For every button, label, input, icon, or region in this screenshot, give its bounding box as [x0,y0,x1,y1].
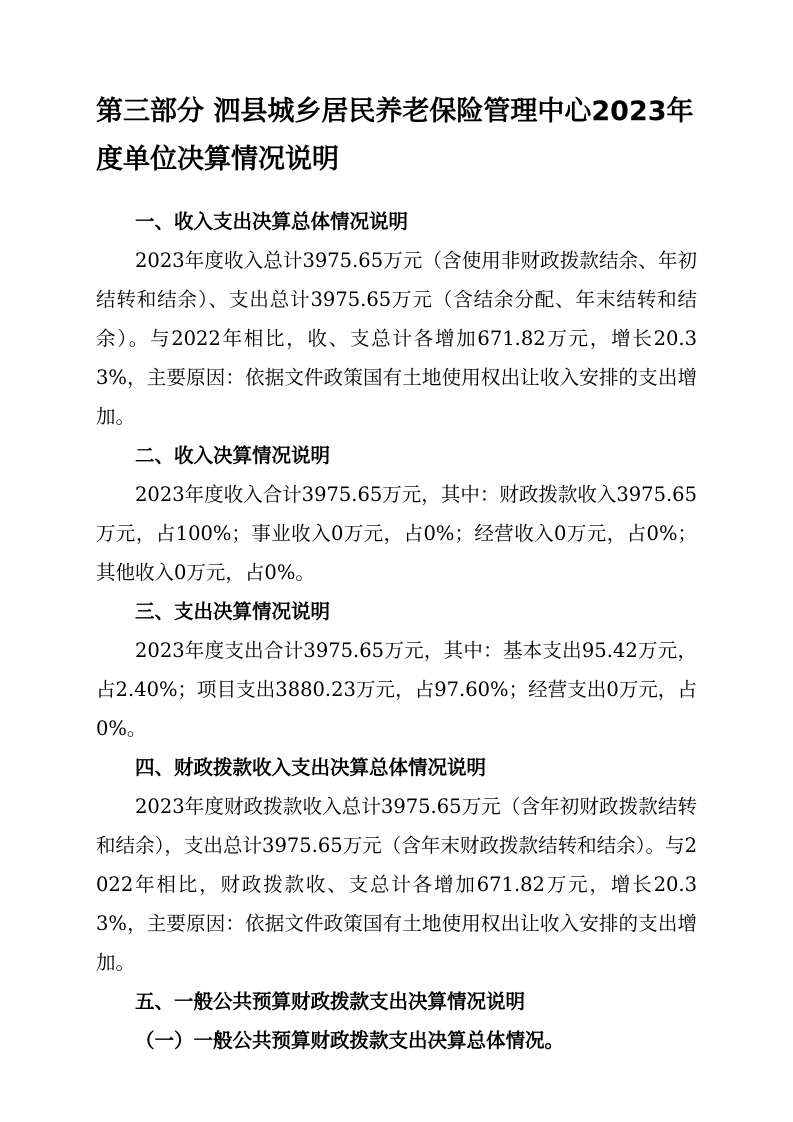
sub-heading-5-1: （一）一般公共预算财政拨款支出决算总体情况。 [135,1029,565,1052]
section-paragraph-2: 2023年度收入合计3975.65万元，其中：财政拨款收入3975.65万元，占100%；事业收入0万元，占0%；经营收入0万元，占0%；其他收入0万元，占0%。 [96,483,697,584]
section-heading-1: 一、收入支出决算总体情况说明 [135,210,409,233]
section-heading-3: 三、支出决算情况说明 [135,600,331,623]
section-paragraph-4: 2023年度财政拨款收入总计3975.65万元（含年初财政拨款结转和结余），支出总计3975.65万元（含年末财政拨款结转和结余）。与2022年相比，财政拨款收、支总计各增加671.82万元，增长20.33%，主要原因：依据文件政策国有土地使用权出让收入安排的支出增加。 [96,795,697,974]
section-paragraph-1: 2023年度收入总计3975.65万元（含使用非财政拨款结余、年初结转和结余）、支出总计3975.65万元（含结余分配、年末结转和结余）。与2022年相比，收、支总计各增加671.82万元，增长20.33%，主要原因：依据文件政策国有土地使用权出让收入安排的支出增加。 [96,249,697,428]
section-paragraph-3: 2023年度支出合计3975.65万元，其中：基本支出95.42万元，占2.40%；项目支出3880.23万元，占97.60%；经营支出0万元，占0%。 [96,639,697,740]
page-title: 第三部分 泗县城乡居民养老保险管理中心2023年度单位决算情况说明 [96,96,694,175]
section-heading-2: 二、收入决算情况说明 [135,444,331,467]
section-heading-4: 四、财政拨款收入支出决算总体情况说明 [135,756,487,779]
section-heading-5: 五、一般公共预算财政拨款支出决算情况说明 [135,990,526,1013]
